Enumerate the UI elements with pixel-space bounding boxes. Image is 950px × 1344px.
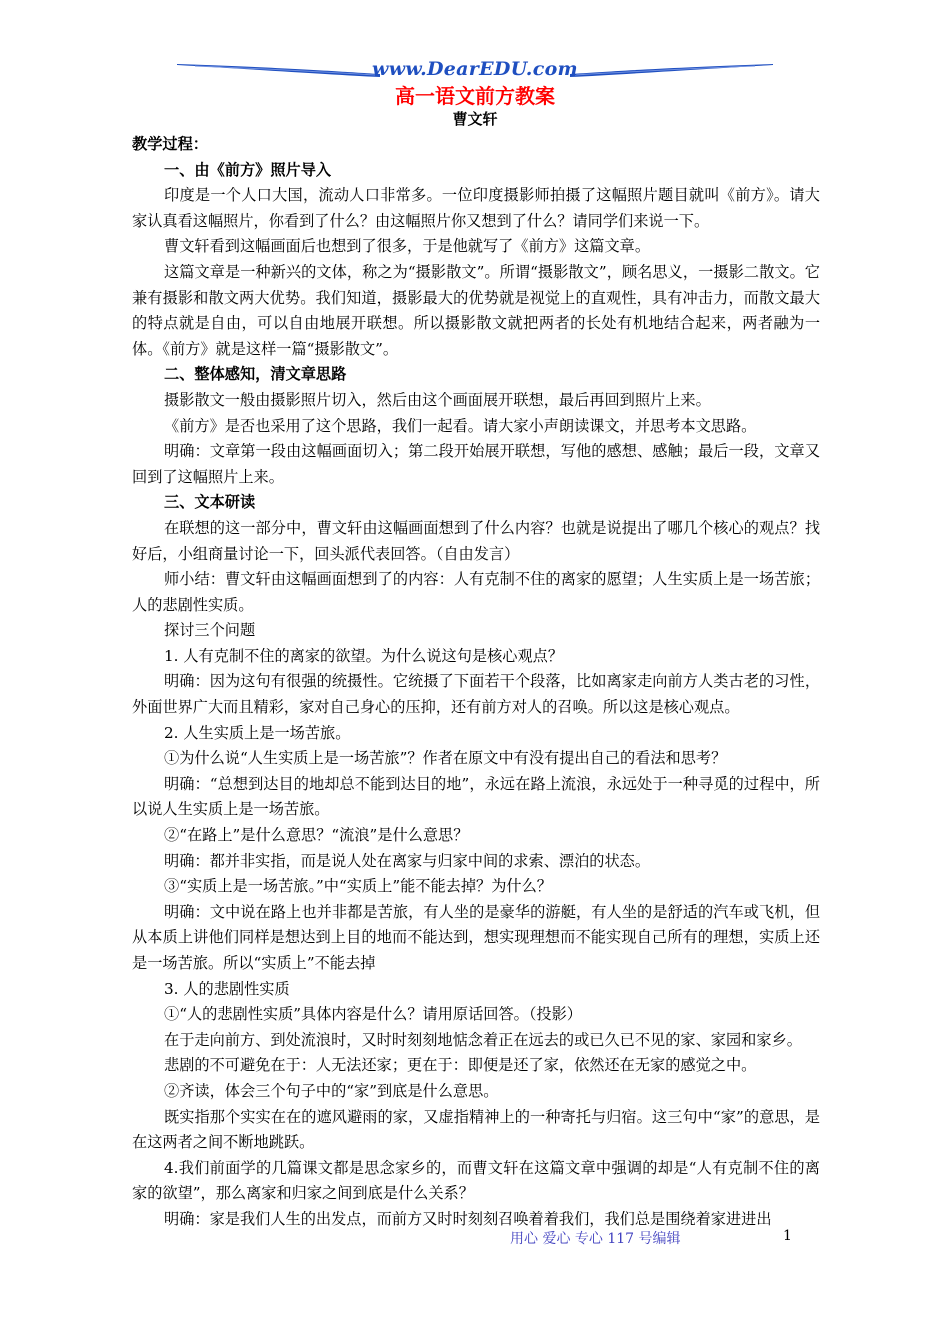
document-body	[132, 132, 820, 1233]
body-paragraph: 明确：都并非实指，而是说人处在离家与归家中间的求索、漂泊的状态。	[164, 851, 650, 870]
body-paragraph: 在于走向前方、到处流浪时，又时时刻刻地惦念着正在远去的或已久已不见的家、家园和家乡。	[164, 1030, 802, 1049]
body-paragraph: 3. 人的悲剧性实质	[164, 979, 290, 998]
body-paragraph: 《前方》是否也采用了这个思路，我们一起看。请大家小声朗读课文，并思考本文思路。	[164, 416, 757, 435]
body-paragraph: 1. 人有克制不住的离家的欲望。为什么说这句是核心观点？	[164, 646, 564, 665]
body-paragraph: 在联想的这一部分中，曹文轩由这幅画面想到了什么内容？也就是说提出了哪几个核心的观点？找好后，小组商量讨论一下，回头派代表回答。（自由发言）	[132, 518, 820, 563]
footer-editor-note: 用心 爱心 专心 117 号编辑	[510, 1231, 681, 1247]
page-number: 1	[783, 1228, 792, 1244]
site-header-banner	[175, 56, 775, 86]
page-footer	[0, 1228, 950, 1252]
body-paragraph: 明确：家是我们人生的出发点，而前方又时时刻刻召唤着着我们，我们总是围绕着家进进出	[164, 1209, 772, 1228]
body-paragraph: 悲剧的不可避免在于：人无法还家；更在于：即便是还了家，依然还在无家的感觉之中。	[164, 1056, 757, 1075]
body-paragraph: 探讨三个问题	[164, 621, 256, 640]
body-paragraph: 摄影散文一般由摄影照片切入，然后由这个画面展开联想，最后再回到照片上来。	[164, 390, 711, 409]
body-paragraph: 既实指那个实实在在的遮风避雨的家，又虚指精神上的一种寄托与归宿。这三句中“家”的意思，是在这两者之间不断地跳跃。	[132, 1107, 820, 1152]
body-paragraph: ③“实质上是一场苦旅。”中“实质上”能不能去掉？为什么？	[164, 877, 552, 896]
body-paragraph: 明确：文章第一段由这幅画面切入；第二段开始展开联想，写他的感想、感触；最后一段，文章又回到了这幅照片上来。	[132, 442, 820, 486]
body-paragraph: 明确：“总想到达目的地却总不能到达目的地”，永远在路上流浪，永远处于一种寻觅的过程中，所以说人生实质上是一场苦旅。	[132, 774, 820, 819]
section-heading: 一、由《前方》照片导入	[164, 160, 332, 179]
section-heading: 二、整体感知，清文章思路	[164, 365, 347, 384]
body-paragraph: 这篇文章是一种新兴的文体，称之为“摄影散文”。所谓“摄影散文”，顾名思义，一摄影二散文。它兼有摄影和散文两大优势。我们知道，摄影最大的优势就是视觉上的直观性，具有冲击力，而散文最大的特点就是自由，可以自由地展开联想。所以摄影散文就把两者的长处有机地结合起来，两者融为一体。《前方》就是这样一篇“摄影散文”。	[132, 262, 820, 358]
section-heading: 三、文本研读	[164, 493, 256, 512]
document-title: 高一语文前方教案	[395, 84, 555, 108]
body-paragraph: 2. 人生实质上是一场苦旅。	[164, 723, 351, 742]
body-paragraph: 师小结：曹文轩由这幅画面想到了的内容：人有克制不住的离家的愿望；人生实质上是一场苦旅；人的悲剧性实质。	[132, 570, 820, 614]
body-paragraph: ①为什么说“人生实质上是一场苦旅”？作者在原文中有没有提出自己的看法和思考？	[164, 749, 727, 768]
body-paragraph: 印度是一个人口大国，流动人口非常多。一位印度摄影师拍摄了这幅照片题目就叫《前方》。请大家认真看这幅照片，你看到了什么？由这幅照片你又想到了什么？请同学们来说一下。	[132, 186, 820, 230]
site-logo[interactable]: www.DearEDU.com	[372, 58, 578, 80]
body-paragraph: ②“在路上”是什么意思？“流浪”是什么意思？	[164, 826, 469, 845]
body-paragraph: ②齐读，体会三个句子中的“家”到底是什么意思。	[164, 1081, 499, 1100]
document-author: 曹文轩	[452, 110, 498, 128]
body-paragraph: 明确：因为这句有很强的统摄性。它统摄了下面若干个段落，比如离家走向前方人类古老的习性，外面世界广大而且精彩，家对自己身心的压抑，还有前方对人的召唤。所以这是核心观点。	[132, 672, 820, 717]
body-paragraph: ①“人的悲剧性实质”具体内容是什么？请用原话回答。（投影）	[164, 1005, 582, 1024]
section-heading: 教学过程：	[132, 135, 208, 153]
body-paragraph: 4.我们前面学的几篇课文都是思念家乡的，而曹文轩在这篇文章中强调的却是“人有克制不住的离家的欲望”，那么离家和归家之间到底是什么关系？	[132, 1158, 820, 1203]
body-paragraph: 明确：文中说在路上也并非都是苦旅，有人坐的是豪华的游艇，有人坐的是舒适的汽车或飞机，但从本质上讲他们同样是想达到上目的地而不能达到，想实现理想而不能实现自己所有的理想，实质上还是一场苦旅。所以“实质上”不能去掉	[132, 902, 820, 972]
body-paragraph: 曹文轩看到这幅画面后也想到了很多，于是他就写了《前方》这篇文章。	[164, 237, 650, 256]
